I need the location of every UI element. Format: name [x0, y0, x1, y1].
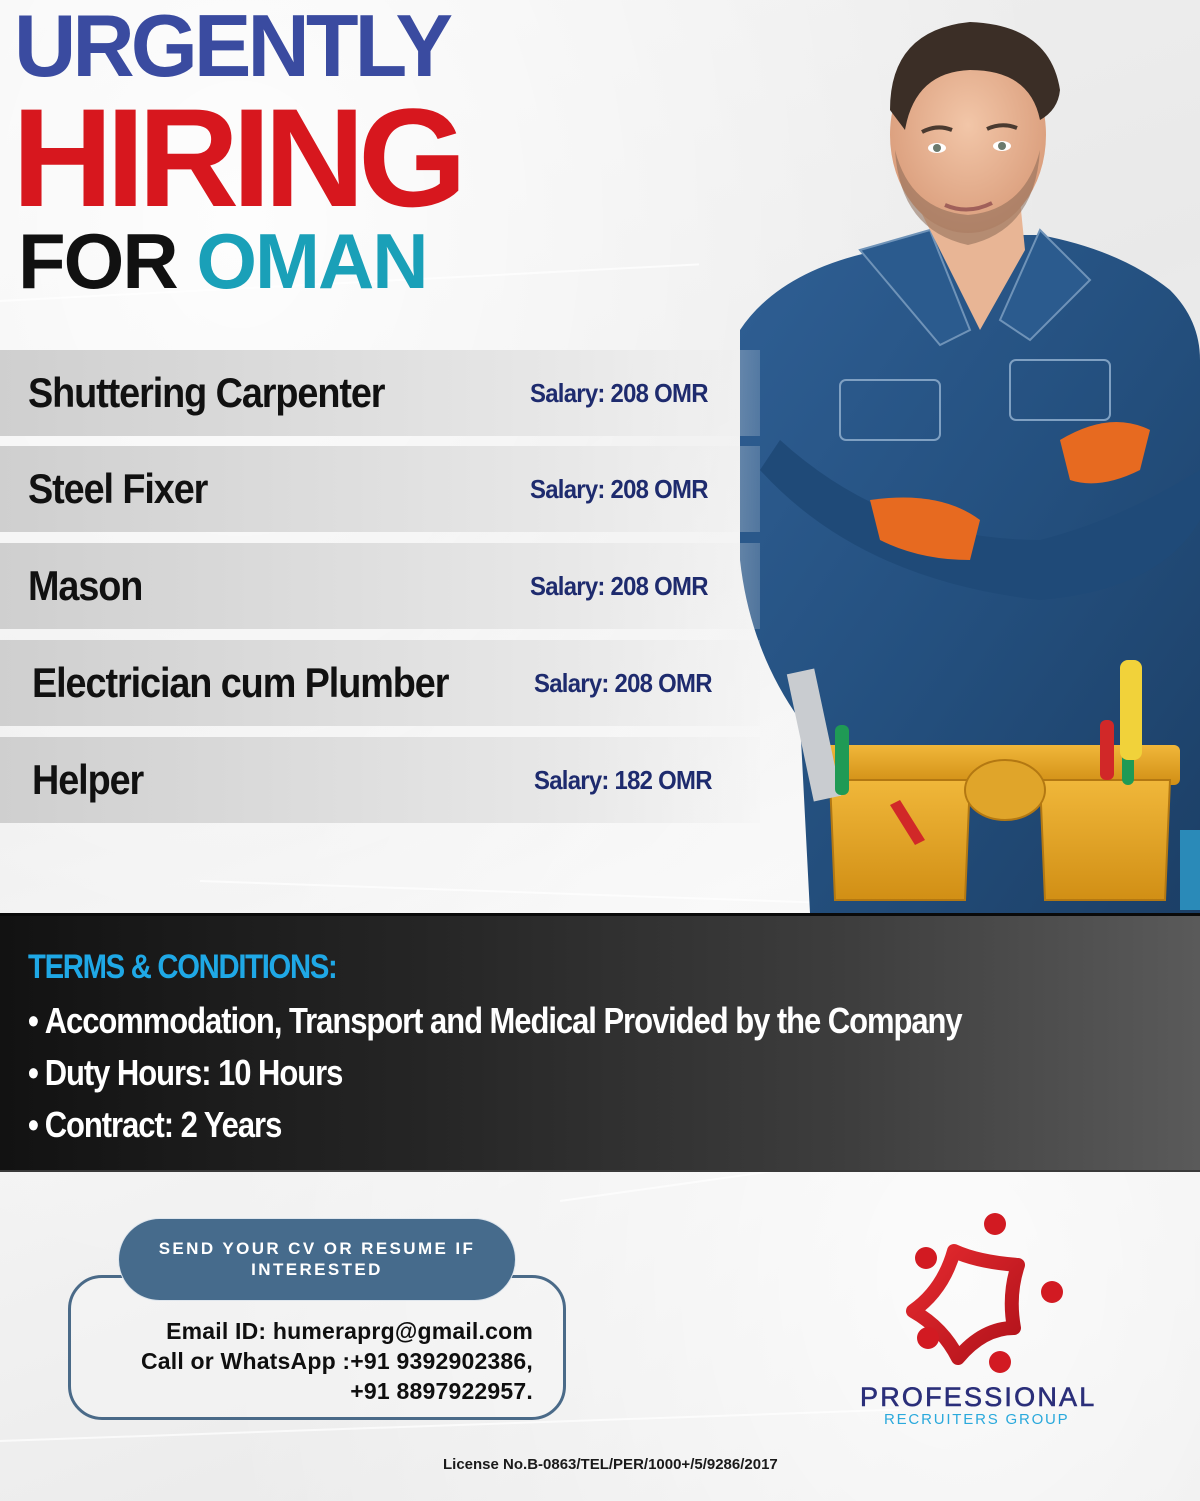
- job-row: [0, 543, 760, 629]
- terms-item: [28, 1052, 343, 1093]
- headline-for-oman: [18, 217, 427, 305]
- job-salary: Salary: 208 OMR: [530, 474, 708, 504]
- headline-for: FOR: [18, 217, 177, 305]
- cta-line-1: SEND YOUR CV OR RESUME IF: [158, 1239, 476, 1259]
- terms-item-text: Accommodation, Transport and Medical Provided by the Company: [44, 1000, 962, 1041]
- bullet-icon: •: [28, 1052, 38, 1093]
- job-salary: Salary: 208 OMR: [530, 378, 708, 408]
- terms-item-text: Duty Hours: 10 Hours: [44, 1052, 343, 1093]
- job-title: Mason: [28, 562, 143, 609]
- headline-hiring: HIRING: [12, 79, 460, 236]
- phone-line[interactable]: Call or WhatsApp :+91 9392902386,: [140, 1348, 533, 1374]
- email-line[interactable]: Email ID: humeraprg@gmail.com: [166, 1318, 533, 1344]
- headline-urgently: URGENTLY: [14, 0, 450, 95]
- terms-title: TERMS & CONDITIONS:: [28, 948, 337, 986]
- phone-line-2[interactable]: +91 8897922957.: [350, 1378, 533, 1404]
- bullet-icon: •: [28, 1104, 38, 1145]
- terms-banner: [0, 913, 1200, 1172]
- job-title: Helper: [32, 756, 144, 803]
- terms-item: [28, 1104, 282, 1145]
- job-row: [0, 640, 760, 726]
- logo-title: PROFESSIONAL: [860, 1382, 1097, 1412]
- job-salary: Salary: 208 OMR: [534, 668, 712, 698]
- bullet-icon: •: [28, 1000, 38, 1041]
- job-title: Shuttering Carpenter: [28, 369, 385, 416]
- job-row: [0, 446, 760, 532]
- cta-line-2: INTERESTED: [251, 1259, 383, 1279]
- job-row: [0, 350, 760, 436]
- job-row: [0, 737, 760, 823]
- logo-subtitle: RECRUITERS GROUP: [884, 1411, 1070, 1428]
- job-salary: Salary: 208 OMR: [530, 571, 708, 601]
- terms-item: [28, 1000, 962, 1041]
- license-number: License No.B-0863/TEL/PER/1000+/5/9286/2017: [443, 1456, 778, 1473]
- worker-photo: [740, 0, 1200, 913]
- job-title: Electrician cum Plumber: [32, 659, 449, 706]
- terms-item-text: Contract: 2 Years: [44, 1104, 282, 1145]
- send-cv-banner: [118, 1218, 516, 1301]
- job-title: Steel Fixer: [28, 465, 208, 512]
- job-salary: Salary: 182 OMR: [534, 765, 712, 795]
- headline-country: OMAN: [196, 217, 427, 305]
